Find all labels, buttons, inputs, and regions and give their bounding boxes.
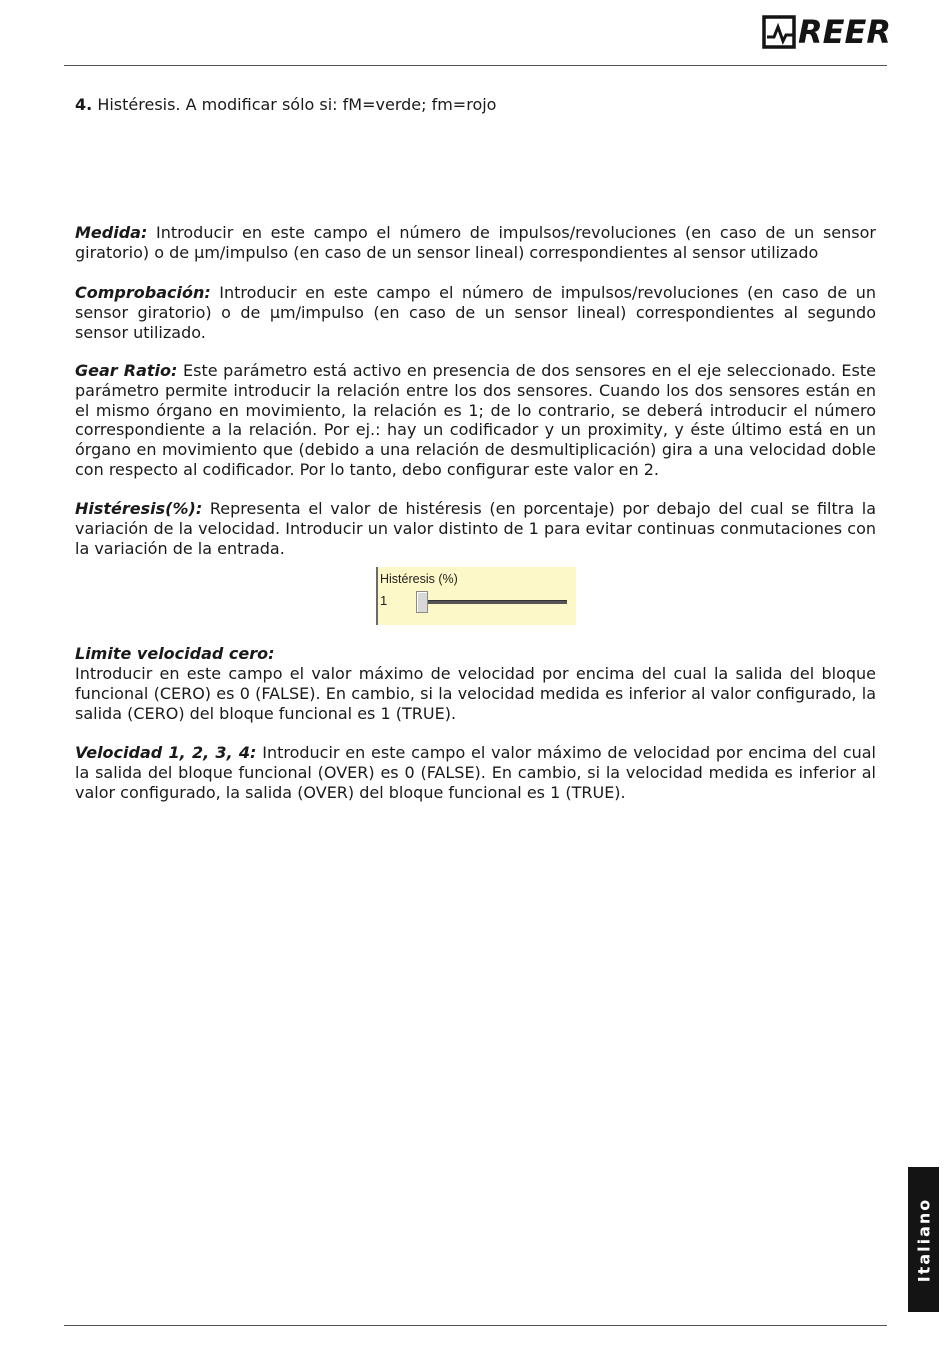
section-heading [75, 94, 496, 116]
text-limite: Introducir en este campo el valor máximo de velocidad por encima del cual la salida del bloque funcional (CERO) es 0 (FALSE). En cambio, si la velocidad medida es inferior al valor configurado, la salida (CERO) del bloque funcional es 1 (TRUE). [75, 664, 876, 723]
paragraph-limite-title [75, 644, 876, 664]
hysteresis-slider-thumb[interactable] [416, 591, 428, 613]
section-title: Histéresis. A modificar sólo si: fM=verde; fm=rojo [97, 95, 497, 114]
term-velocidad: Velocidad 1, 2, 3, 4: [75, 743, 257, 762]
hysteresis-value[interactable]: 1 [380, 593, 388, 608]
text-medida: Introducir en este campo el número de impulsos/revoluciones (en caso de un sensor giratorio) o de µm/impulso (en caso de un sensor lineal) correspondientes al sensor utilizado [75, 223, 876, 262]
text-velocidad: Introducir en este campo el valor máximo de velocidad por encima del cual la salida del bloque funcional (OVER) es 0 (FALSE). En cambio, si la velocidad medida es inferior al valor configurado, la salida (OVER) del bloque funcional es 1 (TRUE). [75, 743, 877, 802]
paragraph-comprobacion [75, 283, 876, 342]
paragraph-limite [75, 664, 876, 723]
term-limite: Limite velocidad cero: [75, 644, 275, 663]
header-divider [64, 65, 887, 66]
term-histeresis: Histéresis(%): [75, 499, 203, 518]
language-side-tab [908, 1167, 939, 1312]
paragraph-gear-ratio [75, 361, 876, 480]
text-comprobacion: Introducir en este campo el número de impulsos/revoluciones (en caso de un sensor giratorio) o de µm/impulso (en caso de un sensor lineal) correspondientes al segundo sensor utilizado. [75, 283, 876, 342]
brand-logo [762, 14, 891, 50]
paragraph-histeresis [75, 499, 876, 558]
language-label: Italiano [914, 1197, 933, 1282]
term-gear-ratio: Gear Ratio: [75, 361, 178, 380]
text-gear-ratio: Este parámetro está activo en presencia de dos sensores en el eje seleccionado. Este parámetro permite introducir la relación entre los dos sensores. Cuando los dos sensores están en el mismo órgano en movimiento, la relación es 1; de lo contrario, se deberá introducir el número correspondiente a la relación. Por ej.: hay un codificador y un proximity, y éste último está en un órgano en movimiento que (debido a una relación de desmultiplicación) gira a una velocidad doble con respecto al codificador. Por lo tanto, debo configurar este valor en 2. [75, 361, 876, 479]
term-comprobacion: Comprobación: [75, 283, 211, 302]
paragraph-velocidad [75, 743, 876, 802]
brand-name: REER [798, 13, 891, 51]
text-histeresis: Representa el valor de histéresis (en porcentaje) por debajo del cual se filtra la variación de la velocidad. Introducir un valor distinto de 1 para evitar continuas conmutaciones con la variación de la entrada. [75, 499, 876, 558]
widget-edge [376, 567, 378, 625]
hysteresis-label: Histéresis (%) [380, 572, 458, 586]
hysteresis-widget [376, 567, 576, 625]
section-number: 4. [75, 95, 93, 114]
footer-divider [64, 1325, 887, 1326]
term-medida: Medida: [75, 223, 148, 242]
paragraph-medida [75, 223, 876, 263]
hysteresis-slider-track[interactable] [426, 600, 567, 604]
reer-logo-mark-icon [762, 15, 796, 49]
